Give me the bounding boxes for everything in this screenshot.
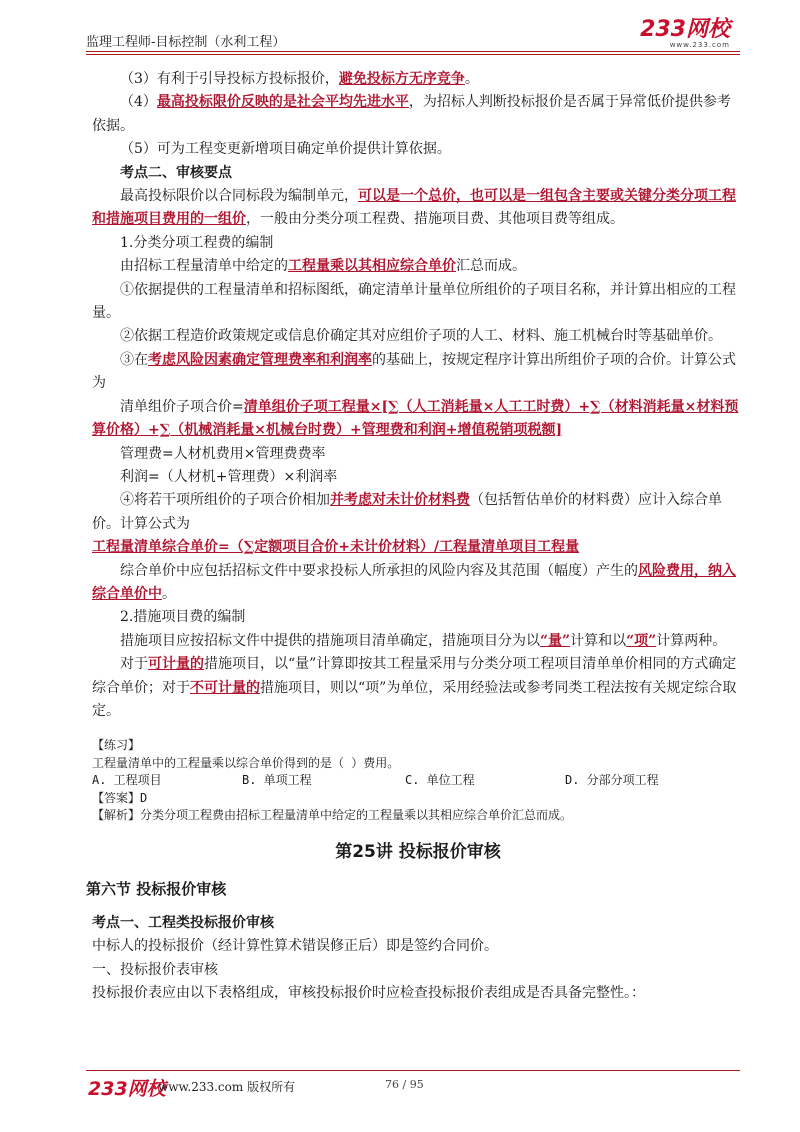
brand-logo: 233网校 www.233.com (640, 17, 730, 49)
option-b: B. 单项工程 (242, 773, 312, 788)
document-body (86, 68, 744, 1005)
section-title: 第六节 投标报价审核 (86, 880, 227, 899)
formula: 工程量清单综合单价=（∑定额项目合价+未计价材料）/工程量清单项目工程量 (92, 539, 580, 556)
footer-divider (86, 1070, 740, 1071)
subheading: 考点一、工程类投标报价审核 (92, 914, 274, 931)
header-divider (86, 51, 740, 52)
paragraph: ②依据工程造价政策规定或信息价确定其对应组价子项的人工、材料、施工机械台时等基础单价。 (120, 328, 722, 345)
subheading: 一、投标报价表审核 (92, 961, 218, 978)
paragraph: 中标人的投标报价（经计算性算术错误修正后）即是签约合同价。 (92, 938, 498, 955)
subheading: 考点二、审核要点 (120, 164, 232, 181)
formula: 清单组价子项合价=清单组价子项工程量×[∑（人工消耗量×人工工时费）+∑（材料消耗量×材料预算价格）+∑（机械消耗量×机械台时费）+管理费和利润+增值税销项税额] (92, 398, 739, 439)
footer-logo: 233网校 (88, 1078, 166, 1100)
exercise-options (92, 772, 744, 790)
header-divider-thin (86, 54, 740, 55)
exercise-question: 工程量清单中的工程量乘以综合单价得到的是（ ）费用。 (92, 755, 400, 770)
exercise-block (92, 737, 744, 825)
footer-copyright: www.233.com 版权所有 (158, 1080, 296, 1094)
formula: 管理费=人材机费用×管理费费率 (120, 445, 326, 462)
subheading: 2.措施项目费的编制 (120, 609, 246, 626)
lecture-title: 第25讲 投标报价审核 (335, 841, 501, 862)
paragraph: ①依据提供的工程量清单和招标图纸，确定清单计量单位所组价的子项目名称，并计算出相应的工程量。 (92, 281, 736, 322)
exercise-analysis: 【解析】分类分项工程费由招标工程量清单中给定的工程量乘以其相应综合单价汇总而成。 (92, 808, 573, 823)
paragraph: ④将若干项所组价的子项合价相加并考虑对未计价材料费（包括暂估单价的材料费）应计入综合单价。计算公式为 (92, 492, 722, 532)
page-number: 76 / 95 (385, 1078, 424, 1091)
paragraph: 投标报价表应由以下表格组成，审核投标报价时应检查投标报价表组成是否具备完整性。： (92, 984, 645, 1001)
paragraph: 最高投标限价以合同标段为编制单元，可以是一个总价，也可以是一组包含主要或关键分类分项工程和措施项目费用的一组价，一般由分类分项工程费、措施项目费、其他项目费等组成。 (92, 188, 736, 228)
subheading: 1.分类分项工程费的编制 (120, 234, 274, 251)
formula: 利润=（人材机+管理费）×利润率 (120, 468, 338, 485)
paragraph: （3）有利于引导投标方投标报价，避免投标方无序竞争。 (120, 71, 479, 87)
paragraph: 由招标工程量清单中给定的工程量乘以其相应综合单价汇总而成。 (120, 258, 526, 275)
option-c: C. 单位工程 (405, 773, 475, 788)
document-title: 监理工程师-目标控制（水利工程） (86, 35, 286, 50)
option-d: D. 分部分项工程 (565, 773, 659, 788)
paragraph: 措施项目应按招标文件中提供的措施项目清单确定，措施项目分为以“量”计算和以“项”计算两种。 (120, 632, 727, 649)
exercise-answer: 【答案】D (92, 790, 148, 805)
paragraph: 综合单价中应包括招标文件中要求投标人所承担的风险内容及其范围（幅度）产生的风险费用，纳入综合单价中。 (92, 562, 736, 602)
paragraph: （5）可为工程变更新增项目确定单价提供计算依据。 (120, 141, 451, 158)
paragraph: 对于可计量的措施项目，以“量”计算即按其工程量采用与分类分项工程项目清单单价相同的方式确定综合单价；对于不可计量的措施项目，则以“项”为单位，采用经验法或参考同类工程法按有关规定综合取定。 (92, 656, 737, 719)
paragraph: ③在考虑风险因素确定管理费率和利润率的基础上，按规定程序计算出所组价子项的合价。计算公式为 (92, 351, 736, 392)
paragraph: （4）最高投标限价反映的是社会平均先进水平，为招标人判断投标报价是否属于异常低价提供参考依据。 (92, 94, 731, 134)
exercise-tag: 【练习】 (92, 738, 141, 753)
option-a: A. 工程项目 (92, 773, 162, 788)
